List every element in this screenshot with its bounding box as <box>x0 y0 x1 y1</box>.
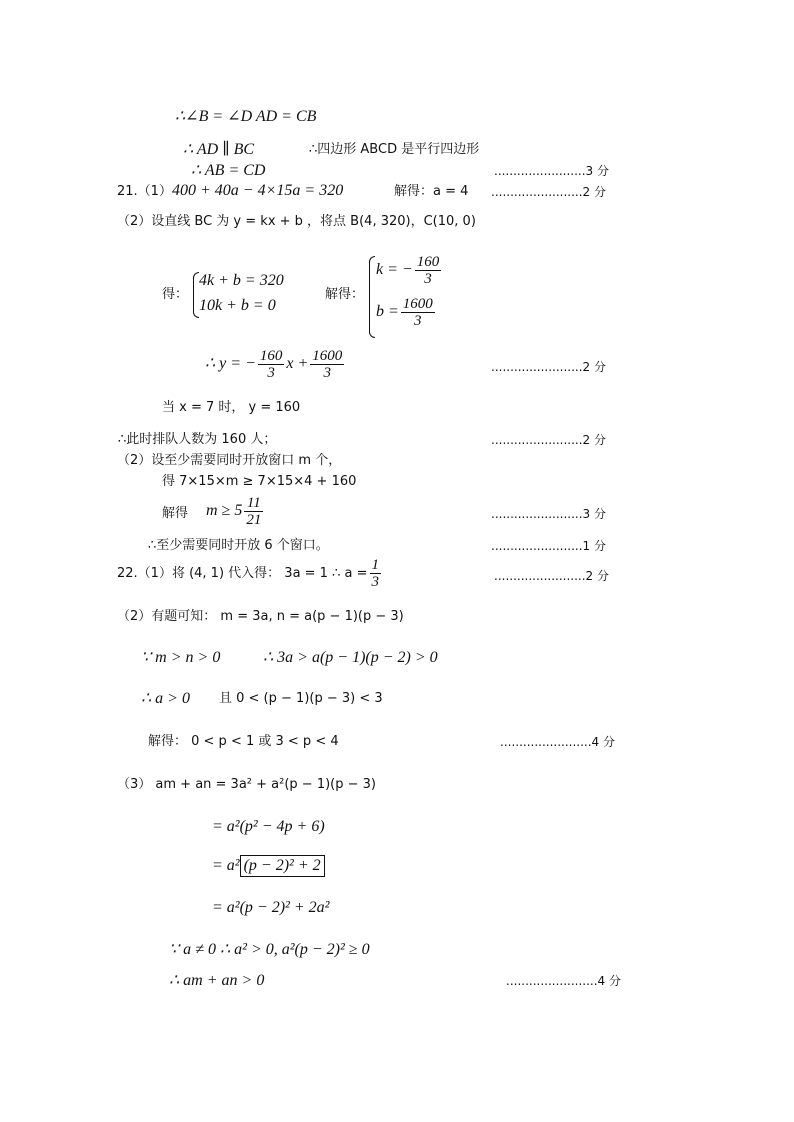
m-denominator: 21 <box>246 512 262 528</box>
k-fraction <box>415 254 442 287</box>
score-2pt-c: ........................2 分 <box>491 433 606 447</box>
k-solution <box>376 254 443 287</box>
parallelogram-conclusion: ∴四边形 ABCD 是平行四边形 <box>309 142 480 157</box>
q22-part2: （2）有题可知： m = 3a, n = a(p − 1)(p − 3) <box>117 609 404 624</box>
therefore-3a: ∴ 3a > a(p − 1)(p − 2) > 0 <box>263 649 438 666</box>
score-1pt: ........................1 分 <box>491 539 606 553</box>
line-equation <box>205 348 346 381</box>
q21-label: 21.（1） <box>117 184 172 199</box>
k-numerator: 160 <box>416 254 440 270</box>
de-label: 得： <box>162 287 189 302</box>
y-numerator-2: 1600 <box>312 348 343 364</box>
q21-part2-setup: （2）设直线 BC 为 y = kx + b ，将点 B(4, 320)，C(10, 0) <box>117 214 476 229</box>
b-fraction <box>401 296 435 329</box>
q22-part3: （3） am + an = 3a² + a²(p − 1)(p − 3) <box>117 777 376 792</box>
step-3: = a²(p − 2)² + 2a² <box>212 899 330 916</box>
score-2pt-b: ........................2 分 <box>491 360 606 374</box>
a-fraction <box>370 557 382 590</box>
parallel-line: ∴ AD ∥ BC <box>183 141 255 158</box>
y-numerator-1: 160 <box>259 348 283 364</box>
jiede-label: 解得： <box>325 287 365 302</box>
a-numerator: 1 <box>371 557 379 573</box>
when-x-7: 当 x = 7 时， y = 160 <box>162 400 301 415</box>
step-2-prefix: = a² <box>212 857 240 874</box>
ab-equals-cd-line: ∴ AB = CD <box>191 162 266 179</box>
p-range: 解得： 0 < p < 1 或 3 < p < 4 <box>148 734 339 749</box>
step-2 <box>212 855 325 877</box>
windows-conclusion: ∴至少需要同时开放 6 个窗口。 <box>148 538 329 553</box>
b-solution <box>376 296 437 329</box>
step-2-bracket: (p − 2)² + 2 <box>240 855 325 877</box>
solution-brace <box>369 256 375 338</box>
m-lhs: m ≥ 5 <box>206 502 243 520</box>
score-2pt-d: ........................2 分 <box>494 569 609 583</box>
inequality: 得 7×15×m ≥ 7×15×4 + 160 <box>162 474 357 489</box>
k-denominator: 3 <box>424 271 432 287</box>
y-denominator-2: 3 <box>323 365 332 381</box>
score-4pt-a: ........................4 分 <box>500 735 615 749</box>
b-numerator: 1600 <box>402 296 433 312</box>
score-3pt-b: ........................3 分 <box>491 507 606 521</box>
q22-part1 <box>117 557 383 590</box>
a-positive: ∴ a > 0 <box>141 690 190 707</box>
a-denominator: 3 <box>371 574 379 590</box>
b-denominator: 3 <box>414 313 422 329</box>
step-1: = a²(p² − 4p + 6) <box>212 818 325 835</box>
score-4pt-b: ........................4 分 <box>506 974 621 988</box>
because-a-nonzero: ∵ a ≠ 0 ∴ a² > 0, a²(p − 2)² ≥ 0 <box>169 941 370 958</box>
system-eq-2: 10k + b = 0 <box>199 297 276 314</box>
score-3pt-a: ........................3 分 <box>494 164 609 178</box>
y-fraction-2 <box>310 348 344 381</box>
q21-solution: 解得：a = 4 <box>394 184 469 199</box>
system-eq-1: 4k + b = 320 <box>199 272 284 289</box>
q21-part2b-setup: （2）设至少需要同时开放窗口 m 个， <box>117 453 342 468</box>
m-solution <box>206 495 265 528</box>
queue-conclusion: ∴此时排队人数为 160 人； <box>118 432 277 447</box>
score-2pt-a: ........................2 分 <box>491 185 606 199</box>
m-numerator: 11 <box>244 495 263 512</box>
and-condition: 且 0 < (p − 1)(p − 3) < 3 <box>219 691 383 706</box>
y-mid: x + <box>286 355 309 373</box>
q21-equation: 400 + 40a − 4×15a = 320 <box>172 182 344 199</box>
y-denominator-1: 3 <box>267 365 275 381</box>
angle-equality-line: ∴∠B = ∠D AD = CB <box>175 108 317 125</box>
b-lhs: b = <box>376 303 399 321</box>
solve-m-label: 解得 <box>162 506 189 521</box>
y-fraction-1 <box>258 348 285 381</box>
y-lhs: ∴ y = − <box>205 355 256 373</box>
because-m-n: ∵ m > n > 0 <box>141 649 221 666</box>
k-lhs: k = − <box>376 261 413 279</box>
q22-part1-text: 22.（1）将 (4, 1) 代入得： 3a = 1 ∴ a = <box>117 566 368 581</box>
m-fraction <box>244 495 263 528</box>
final-conclusion: ∴ am + an > 0 <box>169 972 265 989</box>
